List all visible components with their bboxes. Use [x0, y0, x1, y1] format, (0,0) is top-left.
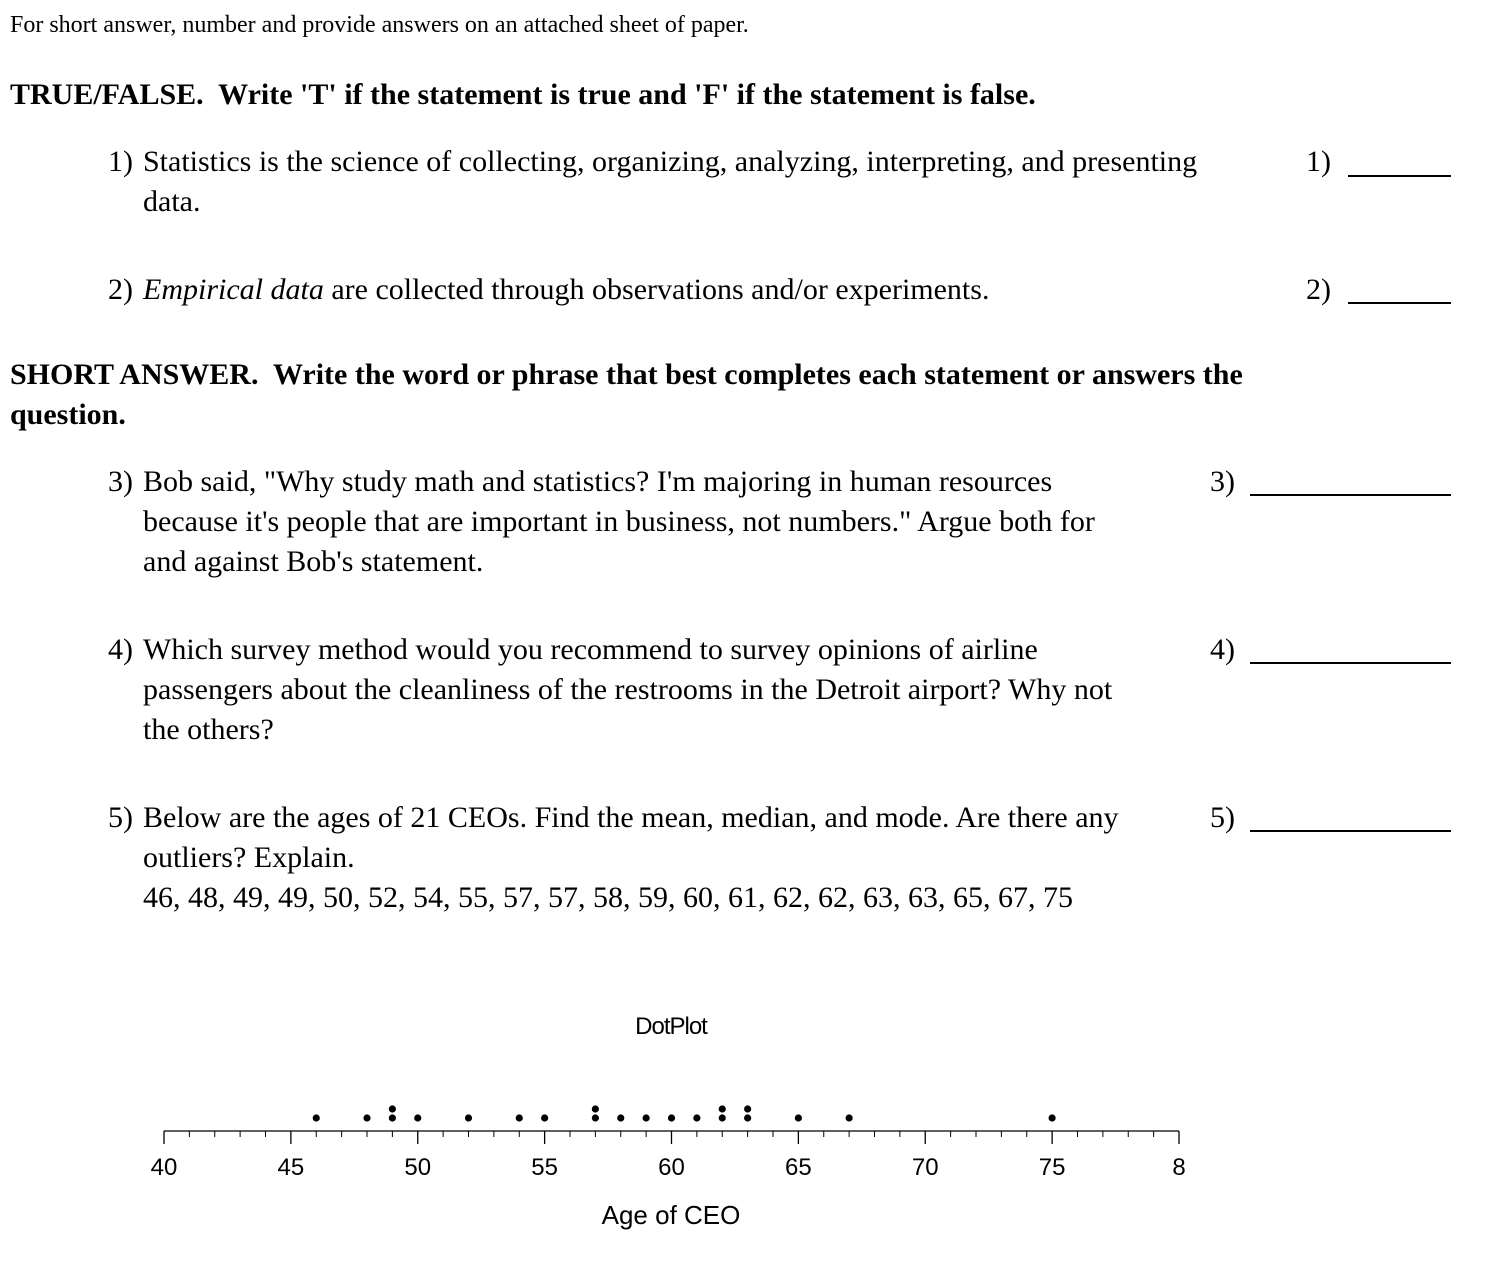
answer-1-blank[interactable]: [1348, 175, 1451, 177]
data-point: [744, 1114, 751, 1121]
question-2: [108, 270, 989, 310]
question-4-number: 4): [108, 633, 133, 666]
question-4-line3: the others?: [143, 713, 274, 746]
tick-labels: [151, 1154, 1186, 1181]
question-3-number: 3): [108, 465, 133, 498]
short-answer-heading-rest: Write the word or phrase that best completes each statement or answers the: [272, 358, 1243, 391]
question-5: [108, 798, 1180, 918]
answer-3-label: 3): [1210, 465, 1235, 498]
tick-label: 50: [404, 1154, 432, 1181]
question-3-line1: Bob said, "Why study math and statistics? I'm majoring in human resources: [143, 465, 1053, 498]
answer-5-label: 5): [1210, 801, 1235, 834]
short-answer-heading-lead: SHORT ANSWER.: [10, 358, 259, 391]
tick-label: 60: [658, 1154, 685, 1181]
short-answer-heading: [10, 358, 1243, 392]
data-point: [592, 1114, 599, 1121]
answer-5-blank[interactable]: [1250, 830, 1451, 832]
question-4-line1: Which survey method would you recommend to survey opinions of airline: [143, 633, 1038, 666]
tick-label: 55: [531, 1154, 558, 1181]
tick-label: 70: [911, 1154, 939, 1181]
data-point: [465, 1114, 472, 1121]
instructions-text: For short answer, number and provide answers on an attached sheet of paper.: [10, 12, 749, 38]
question-2-italic-term: Empirical data: [143, 273, 324, 306]
data-point: [414, 1114, 421, 1121]
answer-4-label: 4): [1210, 633, 1235, 666]
data-point: [744, 1105, 751, 1112]
data-points: [313, 1105, 1056, 1121]
tick-label: 8: [1172, 1154, 1186, 1181]
tick-label: 75: [1038, 1154, 1066, 1181]
question-5-number: 5): [108, 801, 133, 834]
data-point: [693, 1114, 700, 1121]
tick-label: 40: [150, 1154, 178, 1181]
data-point: [668, 1114, 675, 1121]
x-axis-label: Age of CEO: [601, 1200, 741, 1230]
question-1-number: 1): [108, 145, 133, 178]
data-point: [389, 1105, 396, 1112]
true-false-heading-rest: Write 'T' if the statement is true and 'F' if the statement is false.: [218, 78, 1036, 111]
question-2-number: 2): [108, 273, 133, 306]
answer-2-blank[interactable]: [1348, 302, 1451, 304]
data-point: [846, 1114, 853, 1121]
data-point: [363, 1114, 370, 1121]
question-1-line1: Statistics is the science of collecting, organizing, analyzing, interpreting, and presenting: [143, 145, 1198, 178]
answer-1-label: 1): [1306, 145, 1331, 178]
data-point: [541, 1114, 548, 1121]
chart-title: DotPlot: [635, 1013, 707, 1040]
data-point: [719, 1114, 726, 1121]
data-point: [643, 1114, 650, 1121]
data-point: [592, 1105, 599, 1112]
data-point: [795, 1114, 802, 1121]
data-point: [516, 1114, 523, 1121]
tick-label: 65: [785, 1154, 812, 1181]
question-3-line2: because it's people that are important in business, not numbers." Argue both for: [143, 505, 1095, 538]
question-1-line2: data.: [143, 185, 201, 218]
answer-4-blank[interactable]: [1250, 662, 1451, 664]
data-point: [313, 1114, 320, 1121]
question-2-text: are collected through observations and/or experiments.: [323, 273, 990, 306]
tick-label: 45: [277, 1154, 305, 1181]
dot-plot-chart: [0, 990, 1508, 1250]
data-point: [1049, 1114, 1056, 1121]
question-3-line3: and against Bob's statement.: [143, 545, 484, 578]
true-false-heading-lead: TRUE/FALSE.: [10, 78, 204, 111]
question-4-line2: passengers about the cleanliness of the restrooms in the Detroit airport? Why not: [143, 673, 1113, 706]
data-point: [617, 1114, 624, 1121]
data-point: [389, 1114, 396, 1121]
question-3: [108, 462, 1095, 582]
data-point: [719, 1105, 726, 1112]
question-5-data: 46, 48, 49, 49, 50, 52, 54, 55, 57, 57, 58, 59, 60, 61, 62, 62, 63, 63, 65, 67, 75: [143, 881, 1073, 914]
true-false-heading: [10, 78, 1036, 112]
question-4: [108, 630, 1112, 750]
short-answer-heading-line2: question.: [10, 398, 126, 431]
answer-3-blank[interactable]: [1250, 494, 1451, 496]
question-5-line1: Below are the ages of 21 CEOs. Find the mean, median, and mode. Are there any: [143, 801, 1119, 834]
question-5-line2: outliers? Explain.: [143, 841, 355, 874]
question-1: [108, 142, 1197, 222]
answer-2-label: 2): [1306, 273, 1331, 306]
